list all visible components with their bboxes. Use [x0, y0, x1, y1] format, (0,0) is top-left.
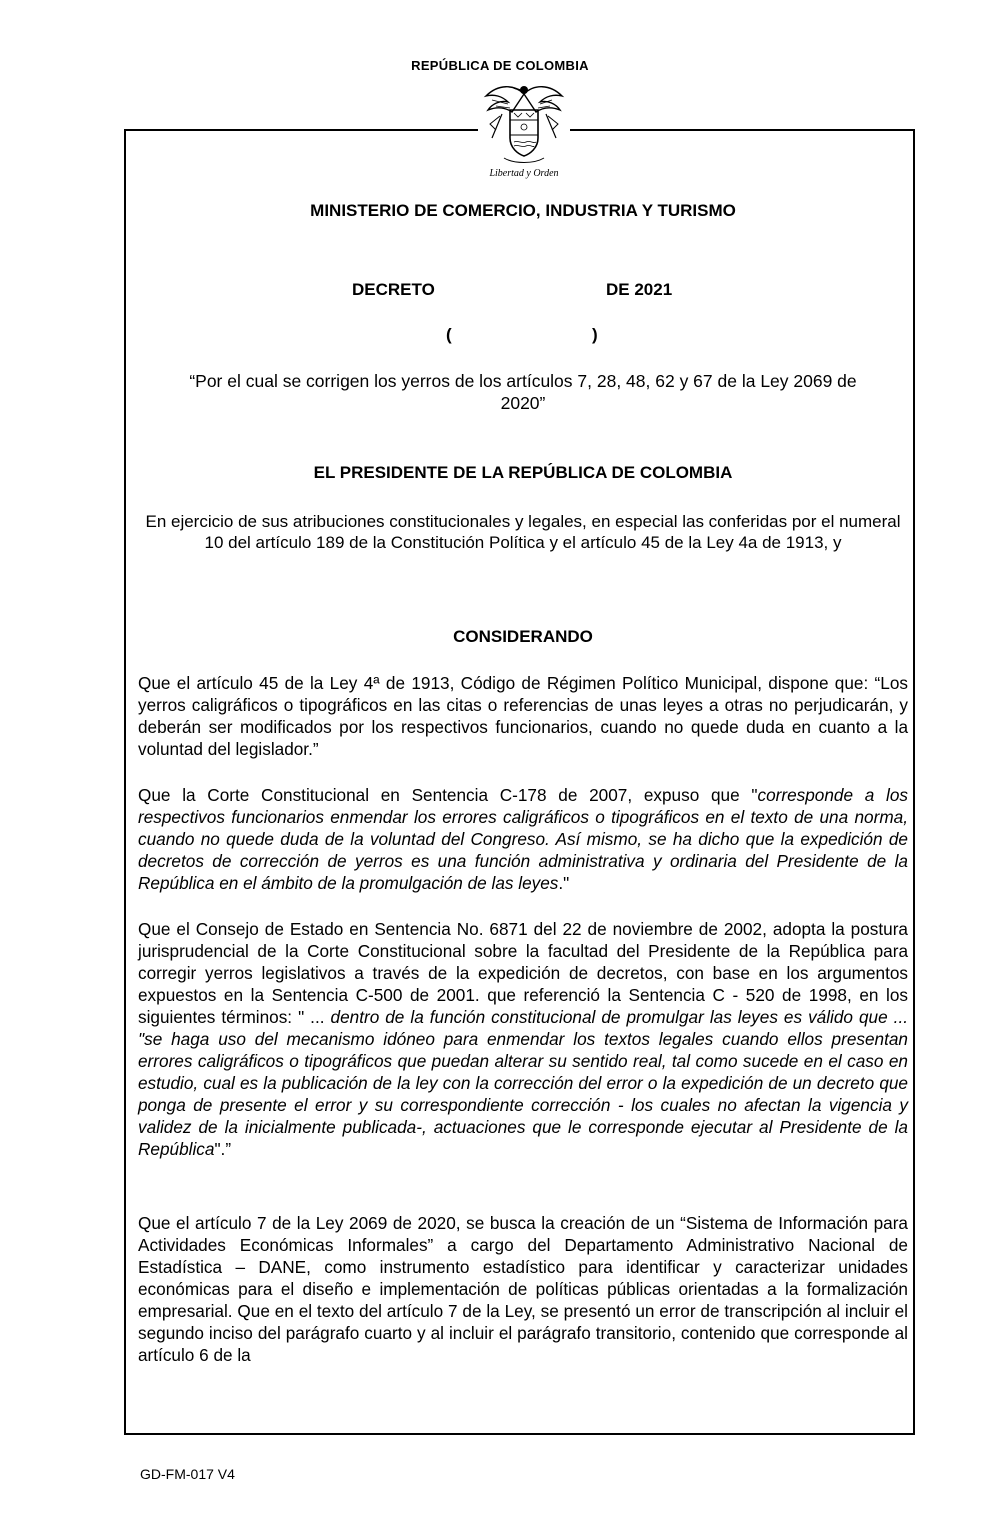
considering-heading: CONSIDERANDO: [453, 627, 593, 646]
considering-paragraph-3: [138, 918, 908, 1160]
coat-of-arms-emblem: [478, 80, 570, 182]
decree-heading: [0, 280, 1000, 304]
considering-paragraph-2: [138, 784, 908, 894]
paragraph-text: [138, 918, 908, 1160]
motto-text: Libertad y Orden: [489, 168, 559, 179]
considering-paragraph-4: [138, 1212, 908, 1366]
paren-close: ): [592, 325, 598, 344]
paragraph-text: Que el artículo 7 de la Ley 2069 de 2020, se busca la creación de un “Sistema de Información para Actividades Económicas Informales” a cargo del Departamento Administrativo Nacional de Estadística – DANE, como instrumento estadístico para identificar y caracterizar unidades económicas para el diseño e implementación de políticas públicas orientadas a la formalización empresarial. Que en el texto del artículo 7 de la Ley, se presentó un error de transcripción al incluir el segundo inciso del parágrafo cuarto y al incluir el parágrafo transitorio, contenido que corresponde al artículo 6 de la: [138, 1213, 908, 1365]
coat-of-arms-icon: [478, 80, 570, 168]
paragraph-close: .": [558, 873, 570, 893]
considering-paragraph-1: [138, 672, 908, 760]
decree-label: DECRETO: [352, 280, 435, 299]
decree-title: “Por el cual se corrigen los yerros de los artículos 7, 28, 48, 62 y 67 de la Ley 2069 de 2020”: [189, 371, 857, 413]
quoted-ruling: dentro de la función constitucional de promulgar las leyes es válido que ... "se haga uso del mecanismo idóneo para enmendar los textos legales cuando ellos presentan errores caligráficos o tipográficos que puedan alterar su sentido real, tal como sucede en el caso en estudio, cual es la publicación de la ley con la corrección del error o la expedición de un decreto que ponga de presente el error y su correspondiente corrección - los cuales no afectan la vigencia y validez de la inicialmente publicada-, actuaciones que le corresponde ejecutar al Presidente de la República: [138, 1007, 908, 1159]
paragraph-text: [138, 784, 908, 894]
decree-number-placeholder: [0, 325, 1000, 349]
quoted-ruling: corresponde a los respectivos funcionarios enmendar los errores caligráficos o tipográficos en el texto de una norma, cuando no quede duda de la voluntad del Congreso. Así mismo, se ha dicho que la expedición de decretos de corrección de yerros es una función administrativa y ordinaria del Presidente de la República en el ámbito de la promulgación de las leyes: [138, 785, 908, 893]
paragraph-text: Que el artículo 45 de la Ley 4ª de 1913, Código de Régimen Político Municipal, dispone que: “Los yerros caligráficos o tipográficos en las citas o referencias de unas leyes a otras no perjudicarán, y deberán ser modificados por los respectivos funcionarios, cuando no quede duda en cuanto a la voluntad del legislador.”: [138, 673, 908, 759]
paragraph-close: ".”: [214, 1139, 232, 1159]
ministry-title: MINISTERIO DE COMERCIO, INDUSTRIA Y TURISMO: [310, 201, 736, 220]
powers-paragraph: En ejercicio de sus atribuciones constitucionales y legales, en especial las conferidas por el numeral 10 del artículo 189 de la Constitución Política y el artículo 45 de la Ley 4a de 1913, y: [145, 512, 901, 552]
decree-year: DE 2021: [606, 280, 673, 299]
paren-open: (: [446, 325, 452, 344]
paragraph-lead: Que el Consejo de Estado en Sentencia No. 6871 del 22 de noviembre de 2002, adopta la postura jurisprudencial de la Corte Constitucional sobre la facultad del Presidente de la República para corregir yerros legislativos a través de la expedición de decretos, con base en los argumentos expuestos en la Sentencia C-500 de 2001. que referenció la Sentencia C - 520 de 1998, en los siguientes términos: " ...: [138, 919, 908, 1027]
paragraph-lead: Que la Corte Constitucional en Sentencia C-178 de 2007, expuso que ": [138, 785, 758, 805]
country-header: REPÚBLICA DE COLOMBIA: [411, 58, 589, 73]
form-code: GD-FM-017 V4: [140, 1466, 235, 1482]
president-heading: EL PRESIDENTE DE LA REPÚBLICA DE COLOMBIA: [313, 463, 733, 482]
